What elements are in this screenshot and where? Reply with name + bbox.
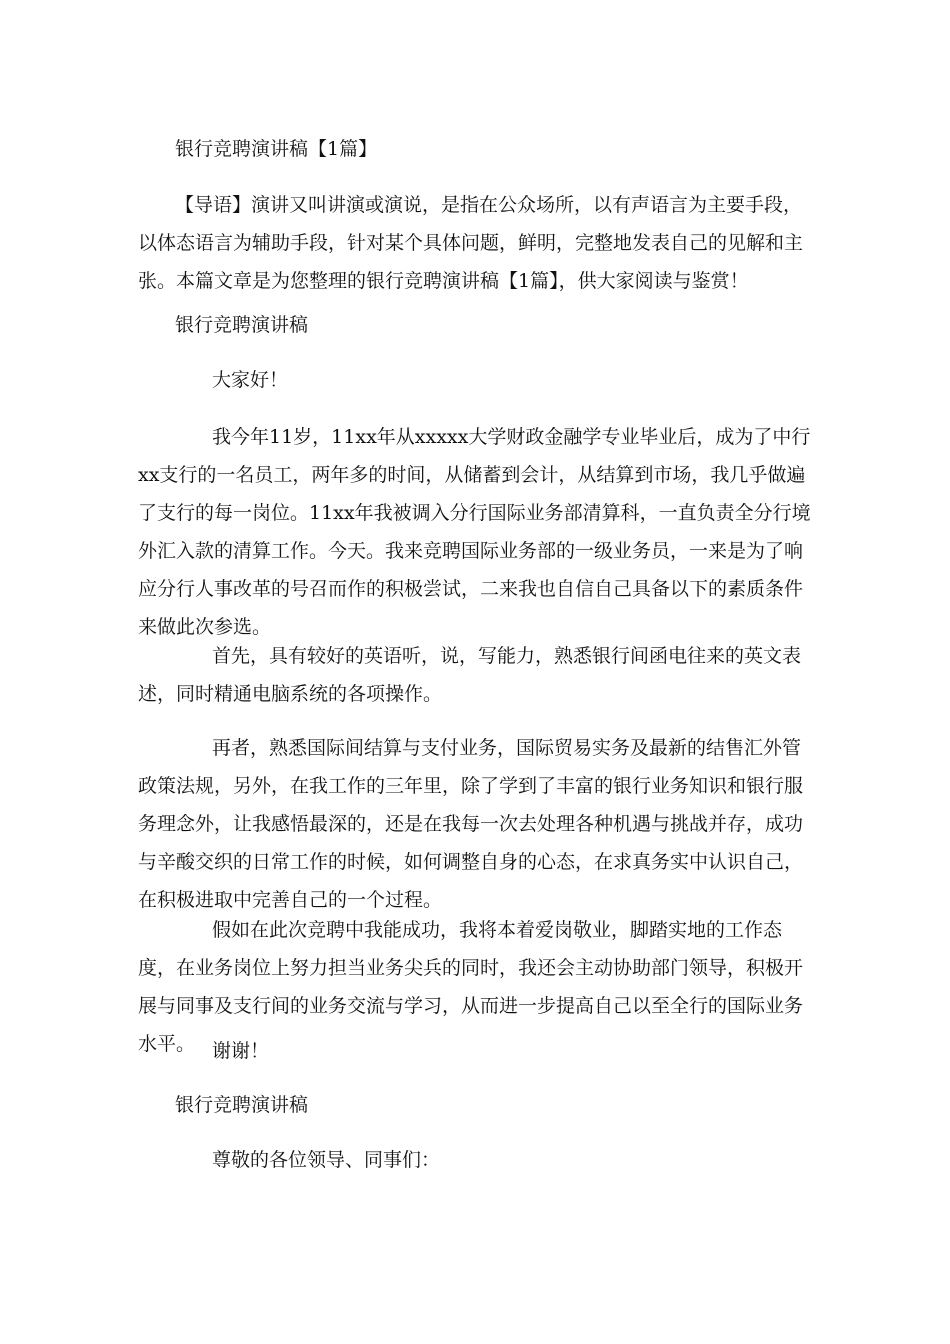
intro-paragraph: 【导语】演讲又叫讲演或演说，是指在公众场所，以有声语言为主要手段，以体态语言为辅助手段，针对某个具体问题，鲜明，完整地发表自己的见解和主张。本篇文章是为您整理的银行竞聘演讲稿【1篇】，供大家阅读与鉴赏！ [138, 194, 804, 292]
speech2-greeting: 尊敬的各位领导、同事们： [212, 1149, 441, 1171]
speech1-paragraph-1: 我今年11岁，11xx年从xxxxx大学财政金融学专业毕业后，成为了中行xx支行的一名员工，两年多的时间，从储蓄到会计，从结算到市场，我几乎做遍了支行的每一岗位。11xx年我被调入分行国际业务部清算科，一直负责全分行境外汇入款的清算工作。今天。我来竞聘国际业务部的一级业务员，一来是为了响应分行人事改革的号召而作的积极尝试，二来我也自信自己具备以下的素质条件来做此次参选。 [138, 426, 811, 638]
speech1-thanks: 谢谢！ [212, 1040, 270, 1062]
speech1-paragraph-2: 首先，具有较好的英语听，说，写能力，熟悉银行间函电往来的英文表述，同时精通电脑系统的各项操作。 [138, 645, 802, 705]
speech1-greeting: 大家好！ [212, 369, 289, 391]
speech1-paragraph-4: 假如在此次竞聘中我能成功，我将本着爱岗敬业，脚踏实地的工作态度，在业务岗位上努力担当业务尖兵的同时，我还会主动协助部门领导，积极开展与同事及支行间的业务交流与学习，从而进一步提高自己以至全行的国际业务水平。 [138, 919, 804, 1055]
speech1-paragraph-3: 再者，熟悉国际间结算与支付业务，国际贸易实务及最新的结售汇外管政策法规，另外，在我工作的三年里，除了学到了丰富的银行业务知识和银行服务理念外，让我感悟最深的，还是在我每一次去处理各种机遇与挑战并存，成功与辛酸交织的日常工作的时候，如何调整自身的心态，在求真务实中认识自己，在积极进取中完善自己的一个过程。 [138, 737, 804, 911]
document-title: 银行竞聘演讲稿【1篇】 [175, 138, 378, 160]
speech1-heading: 银行竞聘演讲稿 [175, 314, 309, 336]
speech2-heading: 银行竞聘演讲稿 [175, 1094, 309, 1116]
